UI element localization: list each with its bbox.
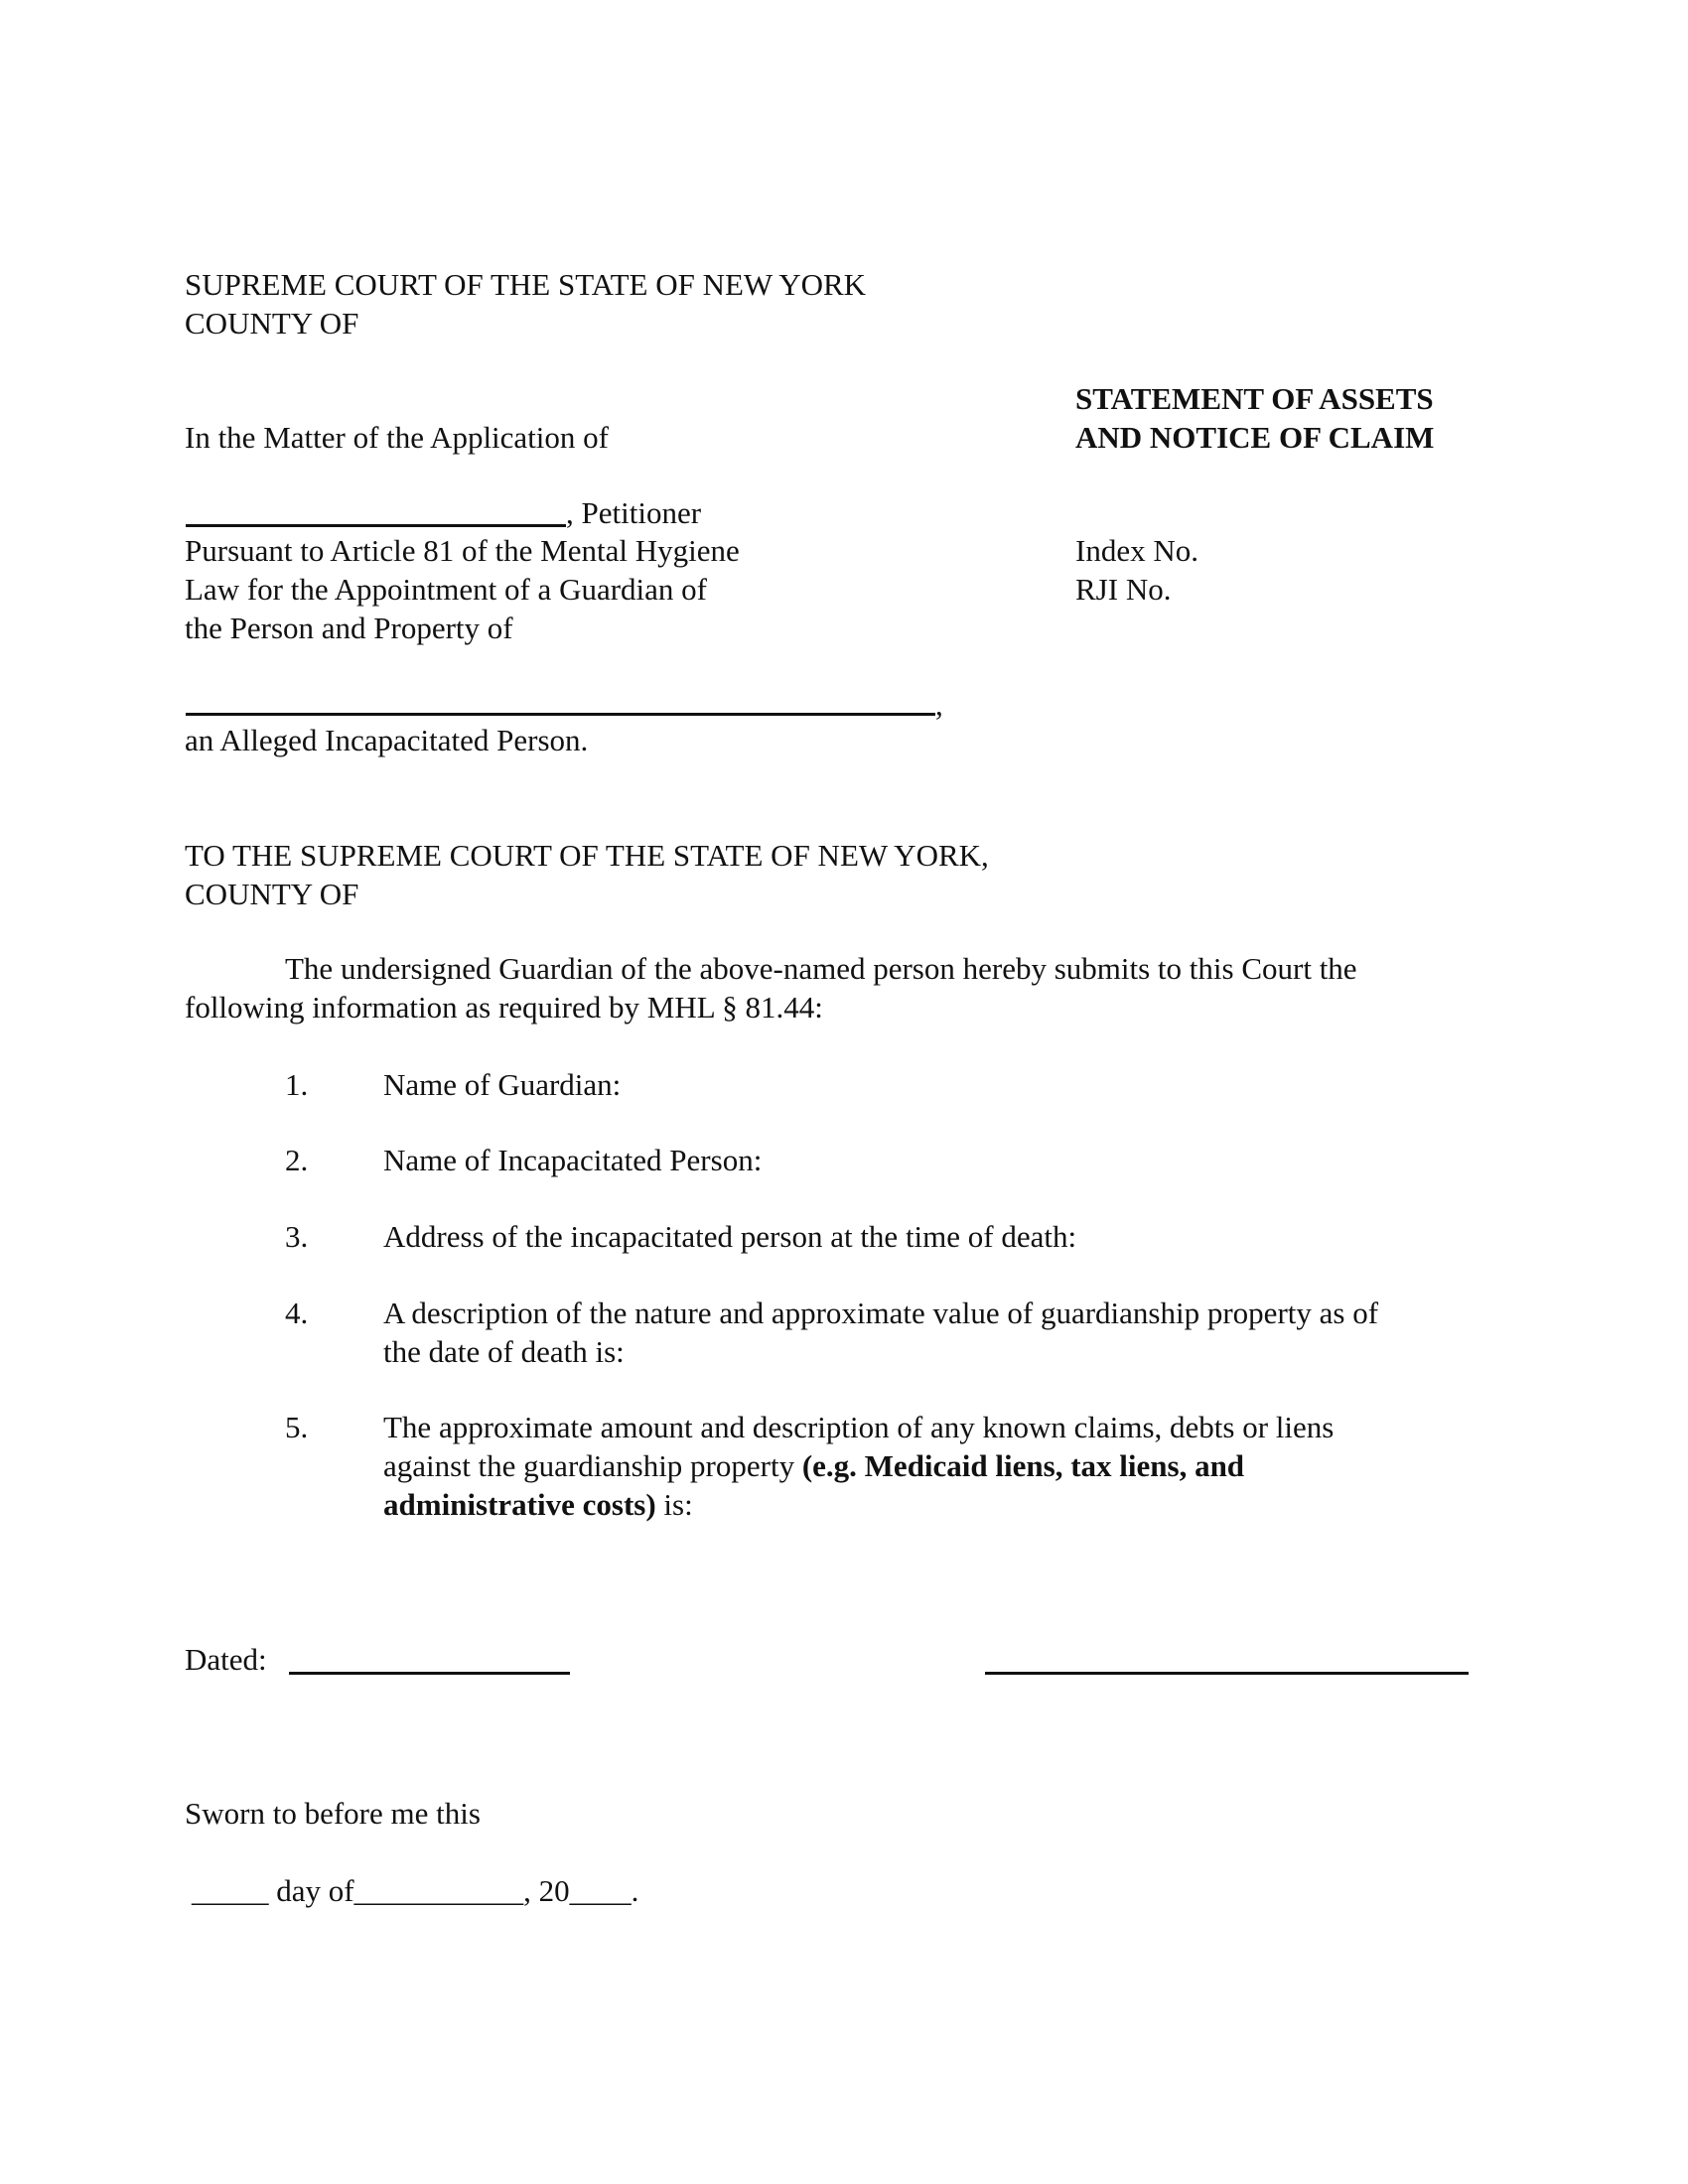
jurat-end: . <box>631 1873 639 1908</box>
item-3-number: 3. <box>285 1219 309 1254</box>
item-4-text-line2: the date of death is: <box>383 1334 625 1369</box>
item-4-number: 4. <box>285 1296 309 1330</box>
intro-line-2: following information as required by MHL § 81.44: <box>185 990 823 1024</box>
dated-label: Dated: <box>185 1642 267 1677</box>
petitioner-label: , Petitioner <box>566 495 702 530</box>
aip-comma: , <box>935 687 943 722</box>
address-line-2: COUNTY OF <box>185 877 359 911</box>
intro-line-1: The undersigned Guardian of the above-named person hereby submits to this Court the <box>285 951 1357 986</box>
day-of-label: day of <box>268 1873 354 1908</box>
document-title-line2: AND NOTICE OF CLAIM <box>1075 420 1435 455</box>
item-5-text-line2-bold: (e.g. Medicaid liens, tax liens, and <box>801 1448 1245 1483</box>
aip-name-line[interactable] <box>186 713 935 716</box>
document-title-line1: STATEMENT OF ASSETS <box>1075 381 1434 416</box>
item-5-text-line2-plain: against the guardianship property <box>383 1448 802 1483</box>
index-number-label: Index No. <box>1075 533 1198 568</box>
month-blank[interactable]: ___________ <box>353 1873 524 1908</box>
aip-label: an Alleged Incapacitated Person. <box>185 723 589 757</box>
matter-of-label: In the Matter of the Application of <box>185 420 609 455</box>
item-5-text-line2 <box>383 1446 1244 1485</box>
pursuant-line-2: Law for the Appointment of a Guardian of <box>185 572 707 607</box>
petitioner-name-line[interactable] <box>186 524 566 527</box>
item-5-text-line1: The approximate amount and description of any known claims, debts or liens <box>383 1410 1335 1444</box>
year-blank[interactable]: ____ <box>569 1873 632 1908</box>
year-prefix: , 20 <box>523 1873 570 1908</box>
day-blank[interactable]: _____ <box>192 1873 269 1908</box>
dated-line[interactable] <box>289 1672 570 1675</box>
sworn-label: Sworn to before me this <box>185 1796 481 1831</box>
rji-number-label: RJI No. <box>1075 572 1172 607</box>
item-1-text: Name of Guardian: <box>383 1067 622 1102</box>
pursuant-line-1: Pursuant to Article 81 of the Mental Hygiene <box>185 533 740 568</box>
item-4-text-line1: A description of the nature and approximate value of guardianship property as of <box>383 1296 1379 1330</box>
pursuant-line-3: the Person and Property of <box>185 611 513 645</box>
item-1-number: 1. <box>285 1067 309 1102</box>
item-5-number: 5. <box>285 1410 309 1444</box>
item-3-text: Address of the incapacitated person at the time of death: <box>383 1219 1077 1254</box>
county-label: COUNTY OF <box>185 306 359 341</box>
item-2-number: 2. <box>285 1143 309 1177</box>
court-name: SUPREME COURT OF THE STATE OF NEW YORK <box>185 267 867 302</box>
jurat-date-line <box>192 1871 638 1910</box>
address-line-1: TO THE SUPREME COURT OF THE STATE OF NEW YORK, <box>185 838 989 873</box>
item-5-text-line3-bold: administrative costs) <box>383 1487 656 1522</box>
item-5-text-line3-plain: is: <box>655 1487 693 1522</box>
item-2-text: Name of Incapacitated Person: <box>383 1143 763 1177</box>
item-5-text-line3 <box>383 1485 693 1524</box>
signature-line[interactable] <box>985 1672 1469 1675</box>
